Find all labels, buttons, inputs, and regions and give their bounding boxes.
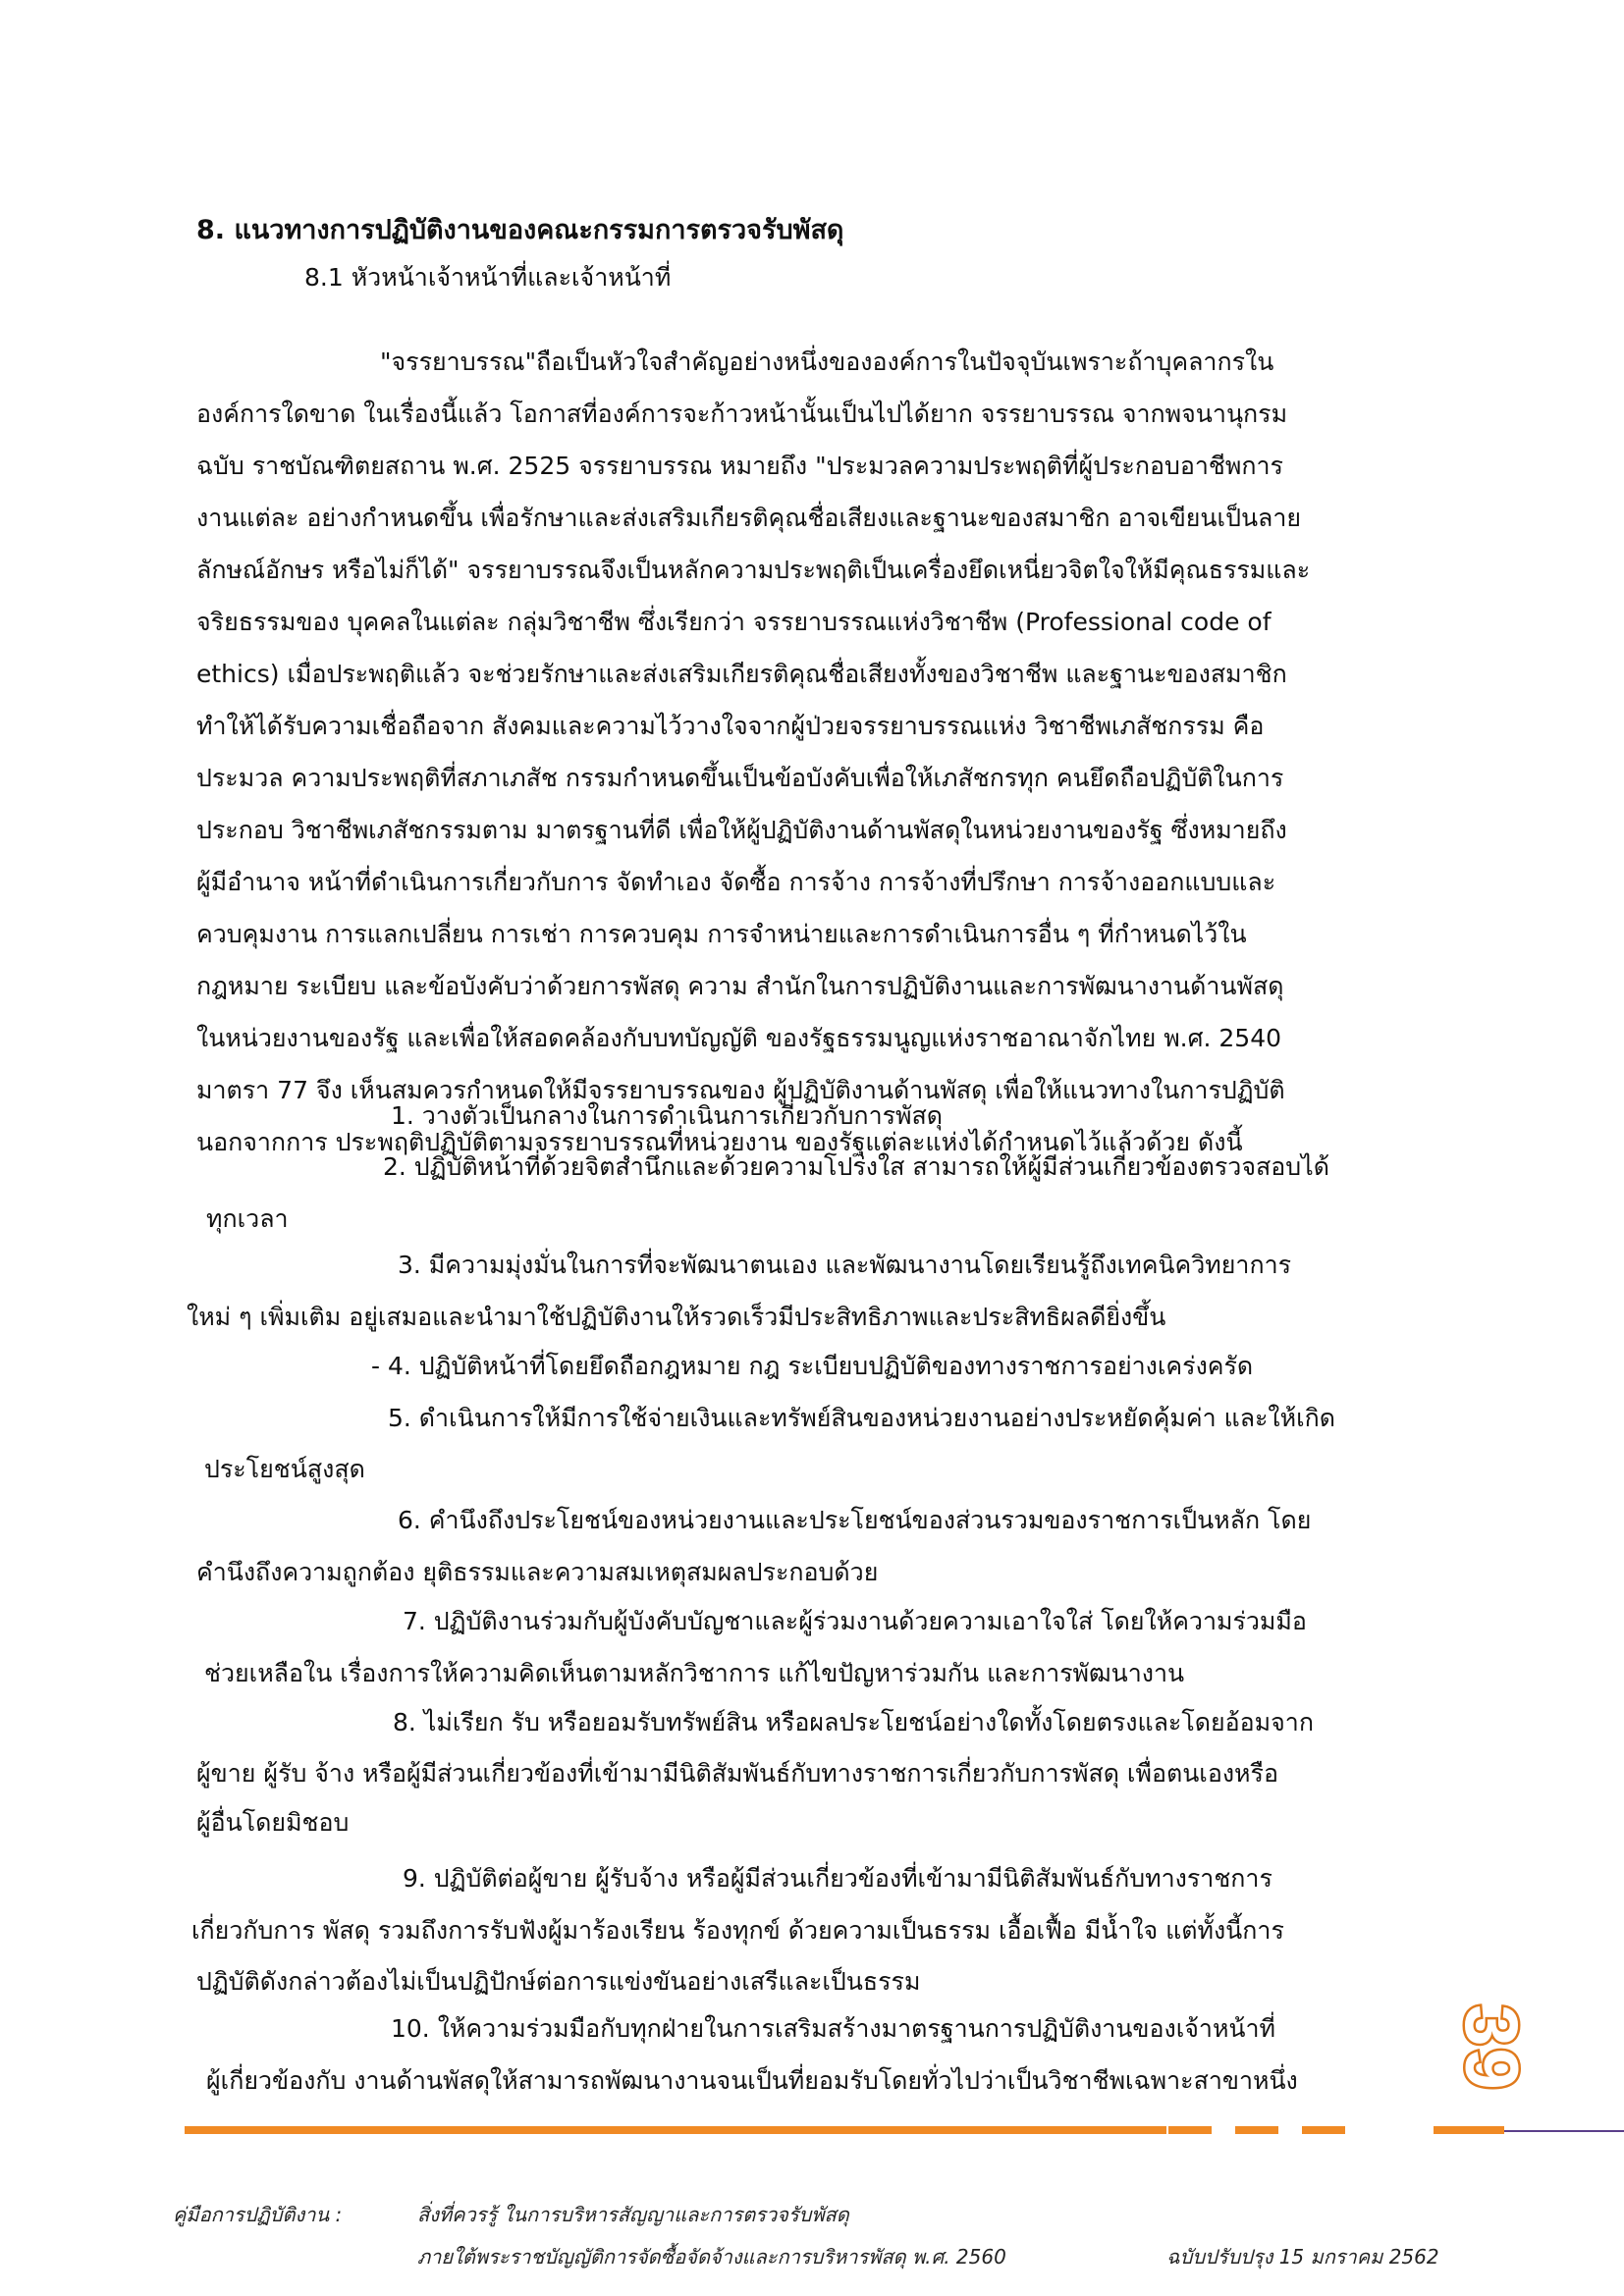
item-9-cont2: ปฏิบัติดังกล่าวต้องไม่เป็นปฏิปักษ์ต่อการแข่งขันอย่างเสรีและเป็นธรรม [196, 1967, 921, 1996]
item-8: 8. ไม่เรียก รับ หรือยอมรับทรัพย์สิน หรือผลประโยชน์อย่างใดทั้งโดยตรงและโดยอ้อมจาก [393, 1708, 1314, 1736]
item-2-cont: ทุกเวลา [206, 1204, 289, 1233]
intro-line: ประมวล ความประพฤติที่สภาเภสัช กรรมกำหนดขึ้นเป็นข้อบังคับเพื่อให้เภสัชกรทุก คนยึดถือปฏิบัติในการ [196, 764, 1284, 792]
item-9-cont: เกี่ยวกับการ พัสดุ รวมถึงการรับฟังผู้มาร้องเรียน ร้องทุกข์ ด้วยความเป็นธรรม เอื้อเฟื้อ มีน้ำใจ แต่ทั้งนี้การ [191, 1916, 1284, 1945]
intro-line: ทำให้ได้รับความเชื่อถือจาก สังคมและความไว้วางใจจากผู้ป่วยจรรยาบรรณแห่ง วิชาชีพเภสัชกรรม คือ [196, 712, 1265, 740]
intro-paragraph [196, 336, 1310, 1168]
footer-purple-line [1504, 2130, 1624, 2132]
footer-dash [1235, 2126, 1278, 2134]
item-7-cont: ช่วยเหลือใน เรื่องการให้ความคิดเห็นตามหลักวิชาการ แก้ไขปัญหาร่วมกัน และการพัฒนางาน [204, 1659, 1185, 1687]
section-heading: 8. แนวทางการปฏิบัติงานของคณะกรรมการตรวจรับพัสดุ [196, 215, 844, 245]
item-5-cont: ประโยชน์สูงสุด [204, 1455, 365, 1483]
intro-line: มาตรา 77 จึง เห็นสมควรกำหนดให้มีจรรยาบรรณของ ผู้ปฏิบัติงานด้านพัสดุ เพื่อให้แนวทางในการปฏิบัติ [196, 1076, 1285, 1104]
item-4: - 4. ปฏิบัติหน้าที่โดยยึดถือกฎหมาย กฎ ระเบียบปฏิบัติของทางราชการอย่างเคร่งครัด [371, 1352, 1254, 1380]
intro-line: ethics) เมื่อประพฤติแล้ว จะช่วยรักษาและส่งเสริมเกียรติคุณชื่อเสียงทั้งของวิชาชีพ และฐานะของสมาชิก [196, 660, 1287, 688]
item-10-cont: ผู้เกี่ยวข้องกับ งานด้านพัสดุให้สามารถพัฒนางานจนเป็นที่ยอมรับโดยทั่วไปว่าเป็นวิชาชีพเฉพาะสาขาหนึ่ง [206, 2066, 1298, 2095]
intro-line: ฉบับ ราชบัณฑิตยสถาน พ.ศ. 2525 จรรยาบรรณ หมายถึง "ประมวลความประพฤติที่ผู้ประกอบอาชีพการ [196, 452, 1283, 480]
footer-label: คู่มือการปฏิบัติงาน : [173, 2203, 343, 2226]
intro-line: กฎหมาย ระเบียบ และข้อบังคับว่าด้วยการพัสดุ ความ สำนักในการปฏิบัติงานและการพัฒนางานด้านพัสดุ [196, 972, 1284, 1000]
footer-orange-bar [185, 2126, 1166, 2134]
footer-dash [1434, 2126, 1504, 2134]
intro-line: ผู้มีอำนาจ หน้าที่ดำเนินการเกี่ยวกับการ จัดทำเอง จัดซื้อ การจ้าง การจ้างที่ปรึกษา การจ้างออกแบบและ [196, 868, 1276, 896]
item-10: 10. ให้ความร่วมมือกับทุกฝ่ายในการเสริมสร้างมาตรฐานการปฏิบัติงานของเจ้าหน้าที่ [391, 2014, 1276, 2043]
item-6-cont: คำนึงถึงความถูกต้อง ยุติธรรมและความสมเหตุสมผลประกอบด้วย [196, 1558, 879, 1586]
item-3: 3. มีความมุ่งมั่นในการที่จะพัฒนาตนเอง และพัฒนางานโดยเรียนรู้ถึงเทคนิควิทยาการ [398, 1251, 1292, 1279]
footer-dash [1168, 2126, 1212, 2134]
item-7: 7. ปฏิบัติงานร่วมกับผู้บังคับบัญชาและผู้ร่วมงานด้วยความเอาใจใส่ โดยให้ความร่วมมือ [403, 1607, 1307, 1635]
subsection-heading: 8.1 หัวหน้าเจ้าหน้าที่และเจ้าหน้าที่ [304, 263, 672, 292]
footer-edition: ฉบับปรับปรุง 15 มกราคม 2562 [1166, 2245, 1439, 2269]
intro-line: จริยธรรมของ บุคคลในแต่ละ กลุ่มวิชาชีพ ซึ่งเรียกว่า จรรยาบรรณแห่งวิชาชีพ (Professional code of [196, 608, 1272, 636]
item-8-cont2: ผู้อื่นโดยมิชอบ [196, 1808, 350, 1837]
intro-line: "จรรยาบรรณ"ถือเป็นหัวใจสำคัญอย่างหนึ่งขององค์การในปัจจุบันเพราะถ้าบุคลากรใน [380, 347, 1274, 376]
intro-line: องค์การใดขาด ในเรื่องนี้แล้ว โอกาสที่องค์การจะก้าวหน้านั้นเป็นไปได้ยาก จรรยาบรรณ จากพจนานุกรม [196, 400, 1288, 428]
intro-line: ในหน่วยงานของรัฐ และเพื่อให้สอดคล้องกับบทบัญญัติ ของรัฐธรรมนูญแห่งราชอาณาจักไทย พ.ศ. 2540 [196, 1024, 1282, 1052]
item-8-cont: ผู้ขาย ผู้รับ จ้าง หรือผู้มีส่วนเกี่ยวข้องที่เข้ามามีนิติสัมพันธ์กับทางราชการเกี่ยวกับการพัสดุ เพื่อตนเองหรือ [196, 1759, 1278, 1788]
intro-line: งานแต่ละ อย่างกำหนดขึ้น เพื่อรักษาและส่งเสริมเกียรติคุณชื่อเสียงและฐานะของสมาชิก อาจเขียนเป็นลาย [196, 504, 1302, 532]
intro-line: ควบคุมงาน การแลกเปลี่ยน การเช่า การควบคุม การจำหน่ายและการดำเนินการอื่น ๆ ที่กำหนดไว้ใน [196, 920, 1247, 948]
item-3-cont: ใหม่ ๆ เพิ่มเติม อยู่เสมอและนำมาใช้ปฏิบัติงานให้รวดเร็วมีประสิทธิภาพและประสิทธิผลดียิ่งขึ้น [187, 1303, 1166, 1331]
footer-title-line1: สิ่งที่ควรรู้ ในการบริหารสัญญาและการตรวจรับพัสดุ [417, 2203, 849, 2226]
intro-line: ประกอบ วิชาชีพเภสัชกรรมตาม มาตรฐานที่ดี เพื่อให้ผู้ปฏิบัติงานด้านพัสดุในหน่วยงานของรัฐ ซึ่งหมายถึง [196, 816, 1287, 844]
item-1: 1. วางตัวเป็นกลางในการดำเนินการเกี่ยวกับการพัสดุ [391, 1101, 944, 1130]
item-5: 5. ดำเนินการให้มีการใช้จ่ายเงินและทรัพย์สินของหน่วยงานอย่างประหยัดคุ้มค่า และให้เกิด [388, 1404, 1336, 1432]
page-number [1448, 1968, 1533, 2096]
item-9: 9. ปฏิบัติต่อผู้ขาย ผู้รับจ้าง หรือผู้มีส่วนเกี่ยวข้องที่เข้ามามีนิติสัมพันธ์กับทางราชการ [403, 1864, 1272, 1893]
intro-line: ลักษณ์อักษร หรือไม่ก็ได้" จรรยาบรรณจึงเป็นหลักความประพฤติเป็นเครื่องยึดเหนี่ยวจิตใจให้มีคุณธรรมและ [196, 556, 1311, 584]
footer-dash [1302, 2126, 1345, 2134]
footer-title-line2: ภายใต้พระราชบัญญัติการจัดซื้อจัดจ้างและการบริหารพัสดุ พ.ศ. 2560 [417, 2245, 1006, 2269]
item-2: 2. ปฏิบัติหน้าที่ด้วยจิตสำนึกและด้วยความโปร่งใส สามารถให้ผู้มีส่วนเกี่ยวข้องตรวจสอบได้ [383, 1152, 1329, 1181]
intro-line: นอกจากการ ประพฤติปฏิบัติตามจรรยาบรรณที่หน่วยงาน ของรัฐแต่ละแห่งได้กำหนดไว้แล้วด้วย ดังนี้ [196, 1128, 1243, 1156]
item-6: 6. คำนึงถึงประโยชน์ของหน่วยงานและประโยชน์ของส่วนรวมของราชการเป็นหลัก โดย [398, 1506, 1312, 1534]
page-number-text: 39 [1448, 2004, 1533, 2092]
